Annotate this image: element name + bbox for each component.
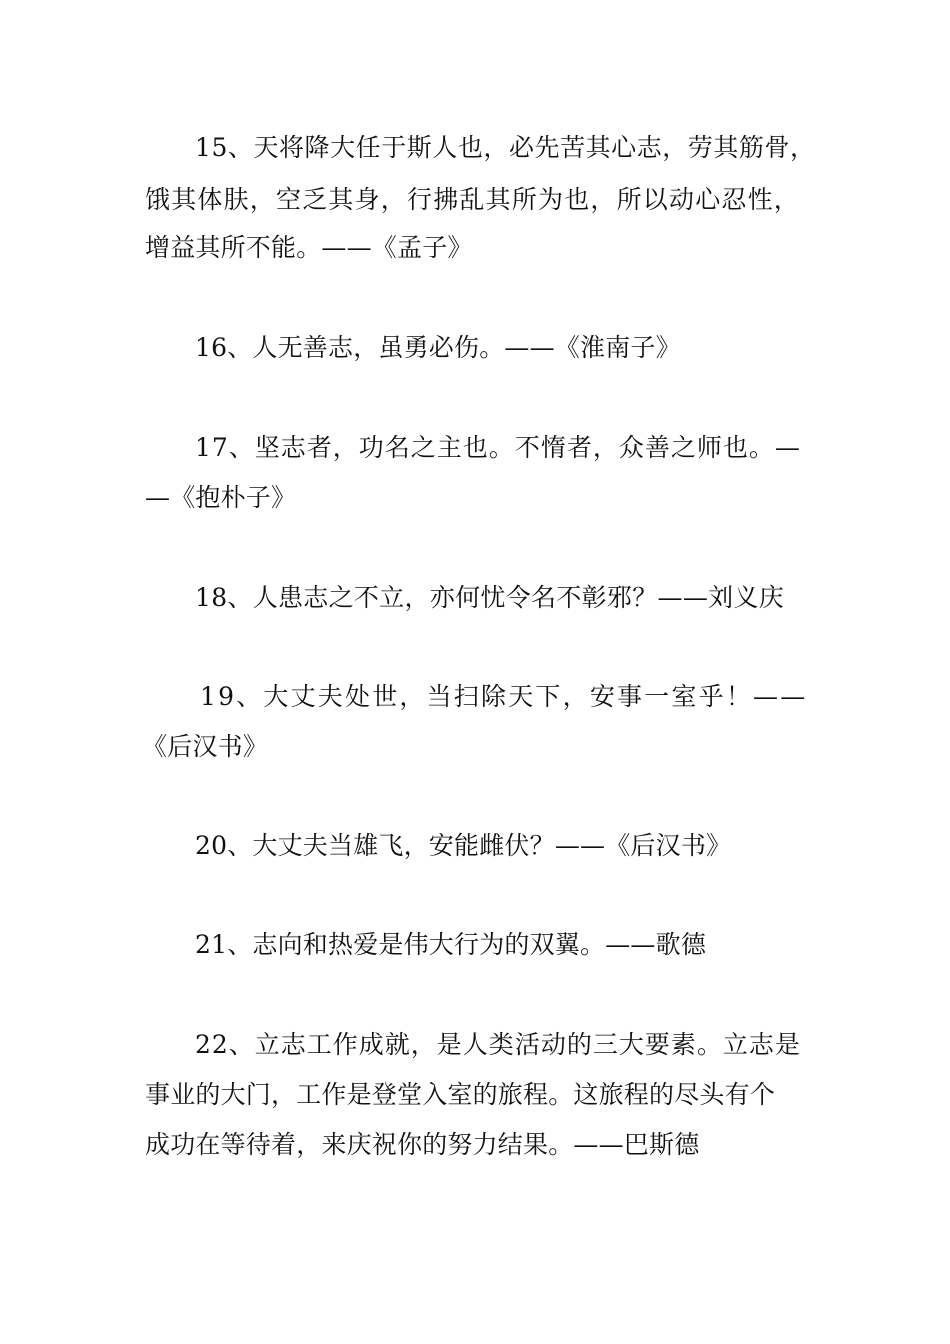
quote-21-line-1: 21、志向和热爱是伟大行为的双翼。——歌德 (195, 930, 707, 959)
quote-15-line-2: 饿其体肤，空乏其身，行拂乱其所为也，所以动心忍性， (145, 185, 801, 214)
quote-19-line-2: 《后汉书》 (142, 732, 269, 761)
quote-18-line-1: 18、人患志之不立，亦何忧令名不彰邪？——刘义庆 (195, 583, 785, 612)
quote-16-line-1: 16、人无善志，虽勇必伤。——《淮南子》 (195, 333, 681, 362)
quote-19-line-1: 19、大丈夫处世，当扫除天下，安事一室乎！—— (200, 682, 808, 711)
quote-22-line-3: 成功在等待着，来庆祝你的努力结果。——巴斯德 (145, 1130, 700, 1159)
quote-20-line-1: 20、大丈夫当雄飞，安能雌伏？——《后汉书》 (195, 831, 732, 860)
quote-22-line-2: 事业的大门，工作是登堂入室的旅程。这旅程的尽头有个 (145, 1080, 776, 1109)
quote-15-line-3: 增益其所不能。——《孟子》 (145, 233, 473, 262)
quote-15-line-1: 15、天将降大任于斯人也，必先苦其心志，劳其筋骨， (195, 133, 816, 162)
quote-17-line-2: —《抱朴子》 (145, 483, 297, 512)
quote-17-line-1: 17、坚志者，功名之主也。不惰者，众善之师也。— (195, 433, 801, 462)
quote-22-line-1: 22、立志工作成就，是人类活动的三大要素。立志是 (195, 1030, 801, 1059)
